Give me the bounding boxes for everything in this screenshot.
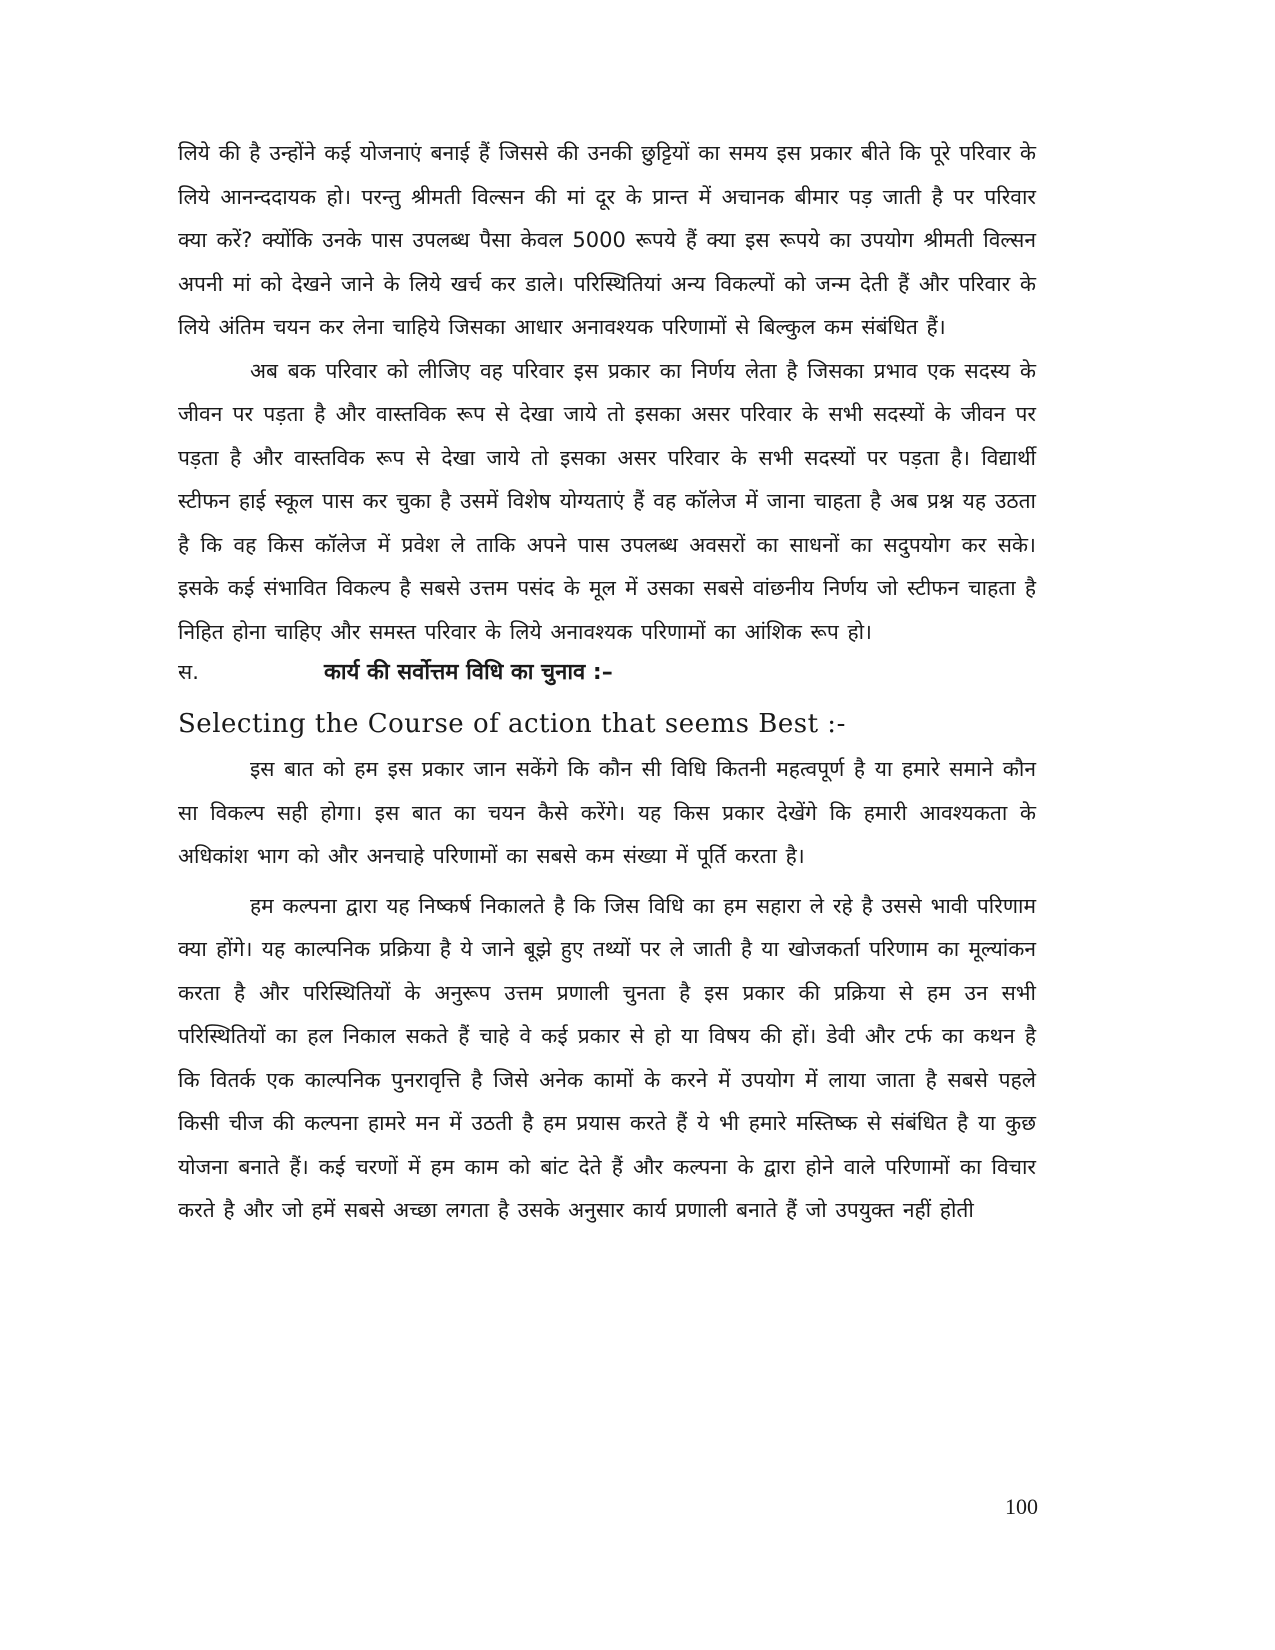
section-heading — [178, 656, 1036, 702]
section-marker: स. — [178, 660, 199, 684]
section-title-hindi: कार्य की सर्वोत्तम विधि का चुनाव :– — [324, 660, 613, 685]
paragraph-selection: इस बात को हम इस प्रकार जान सकेंगे कि कौन सी विधि कितनी महत्वपूर्ण है या हमारे समाने कौन सा विकल्प सही होगा। इस बात का चयन कैसे करेंगे। यह किस प्रकार देखेंगे कि हमारी आवश्यकता के अधिकांश भाग को और अनचाहे परिणामों का सबसे कम संख्या में पूर्ति करता है। — [178, 757, 1036, 868]
paragraph-continuation: लिये की है उन्होंने कई योजनाएं बनाई हैं जिससे की उनकी छुट्टियों का समय इस प्रकार बीते कि पूरे परिवार के लिये आनन्ददायक हो। परन्तु श्रीमती विल्सन की मां दूर के प्रान्त में अचानक बीमार पड़ जाती है पर परिवार क्या करें? क्योंकि उनके पास उपलब्ध पैसा केवल 5000 रूपये हैं क्या इस रूपये का उपयोग श्रीमती विल्सन अपनी मां को देखने जाने के लिये खर्च कर डाले। परिस्थितियां अन्य विकल्पों को जन्म देती हैं और परिवार के लिये अंतिम चयन कर लेना चाहिये जिसका आधार अनावश्यक परिणामों से बिल्कुल कम संबंधित हैं। — [178, 141, 1036, 339]
paragraph-imagination: हम कल्पना द्वारा यह निष्कर्ष निकालते है कि जिस विधि का हम सहारा ले रहे है उससे भावी परिणाम क्या होंगे। यह काल्पनिक प्रक्रिया है ये जाने बूझे हुए तथ्यों पर ले जाती है या खोजकर्ता परिणाम का मूल्यांकन करता है और परिस्थितियों के अनुरूप उत्तम प्रणाली चुनता है इस प्रकार की प्रक्रिया से हम उन सभी परिस्थितियों का हल निकाल सकते हैं चाहे वे कई प्रकार से हो या विषय की हों। डेवी और टर्फ का कथन है कि वितर्क एक काल्पनिक पुनरावृत्ति है जिसे अनेक कामों के करने में उपयोग में लाया जाता है सबसे पहले किसी चीज की कल्पना हामरे मन में उठती है हम प्रयास करते हैं ये भी हमारे मस्तिष्क से संबंधित है या कुछ योजना बनाते हैं। कई चरणों में हम काम को बांट देते हैं और कल्पना के द्वारा होने वाले परिणामों का विचार करते है और जो हमें सबसे अच्छा लगता है उसके अनुसार कार्य प्रणाली बनाते हैं जो उपयुक्त नहीं होती — [178, 893, 1036, 1222]
paragraph-buck-family: अब बक परिवार को लीजिए वह परिवार इस प्रकार का निर्णय लेता है जिसका प्रभाव एक सदस्य के जीवन पर पड़ता है और वास्तविक रूप से देखा जाये तो इसका असर परिवार के सभी सदस्यों के जीवन पर पड़ता है और वास्तविक रूप से देखा जाये तो इसका असर परिवार के सभी सदस्यों पर पड़ता है। विद्यार्थी स्टीफन हाई स्कूल पास कर चुका है उसमें विशेष योग्यताएं हैं वह कॉलेज में जाना चाहता है अब प्रश्न यह उठता है कि वह किस कॉलेज में प्रवेश ले ताकि अपने पास उपलब्ध अवसरों का साधनों का सदुपयोग कर सके। इसके कई संभावित विकल्प है सबसे उत्तम पसंद के मूल में उसका सबसे वांछनीय निर्णय जो स्टीफन चाहता है निहित होना चाहिए और समस्त परिवार के लिये अनावश्यक परिणामों का आंशिक रूप हो। — [178, 358, 1036, 644]
section-title-english: Selecting the Course of action that seems Best :- — [178, 709, 846, 739]
document-body — [178, 132, 1036, 1233]
page-number: 100 — [1005, 1494, 1038, 1519]
